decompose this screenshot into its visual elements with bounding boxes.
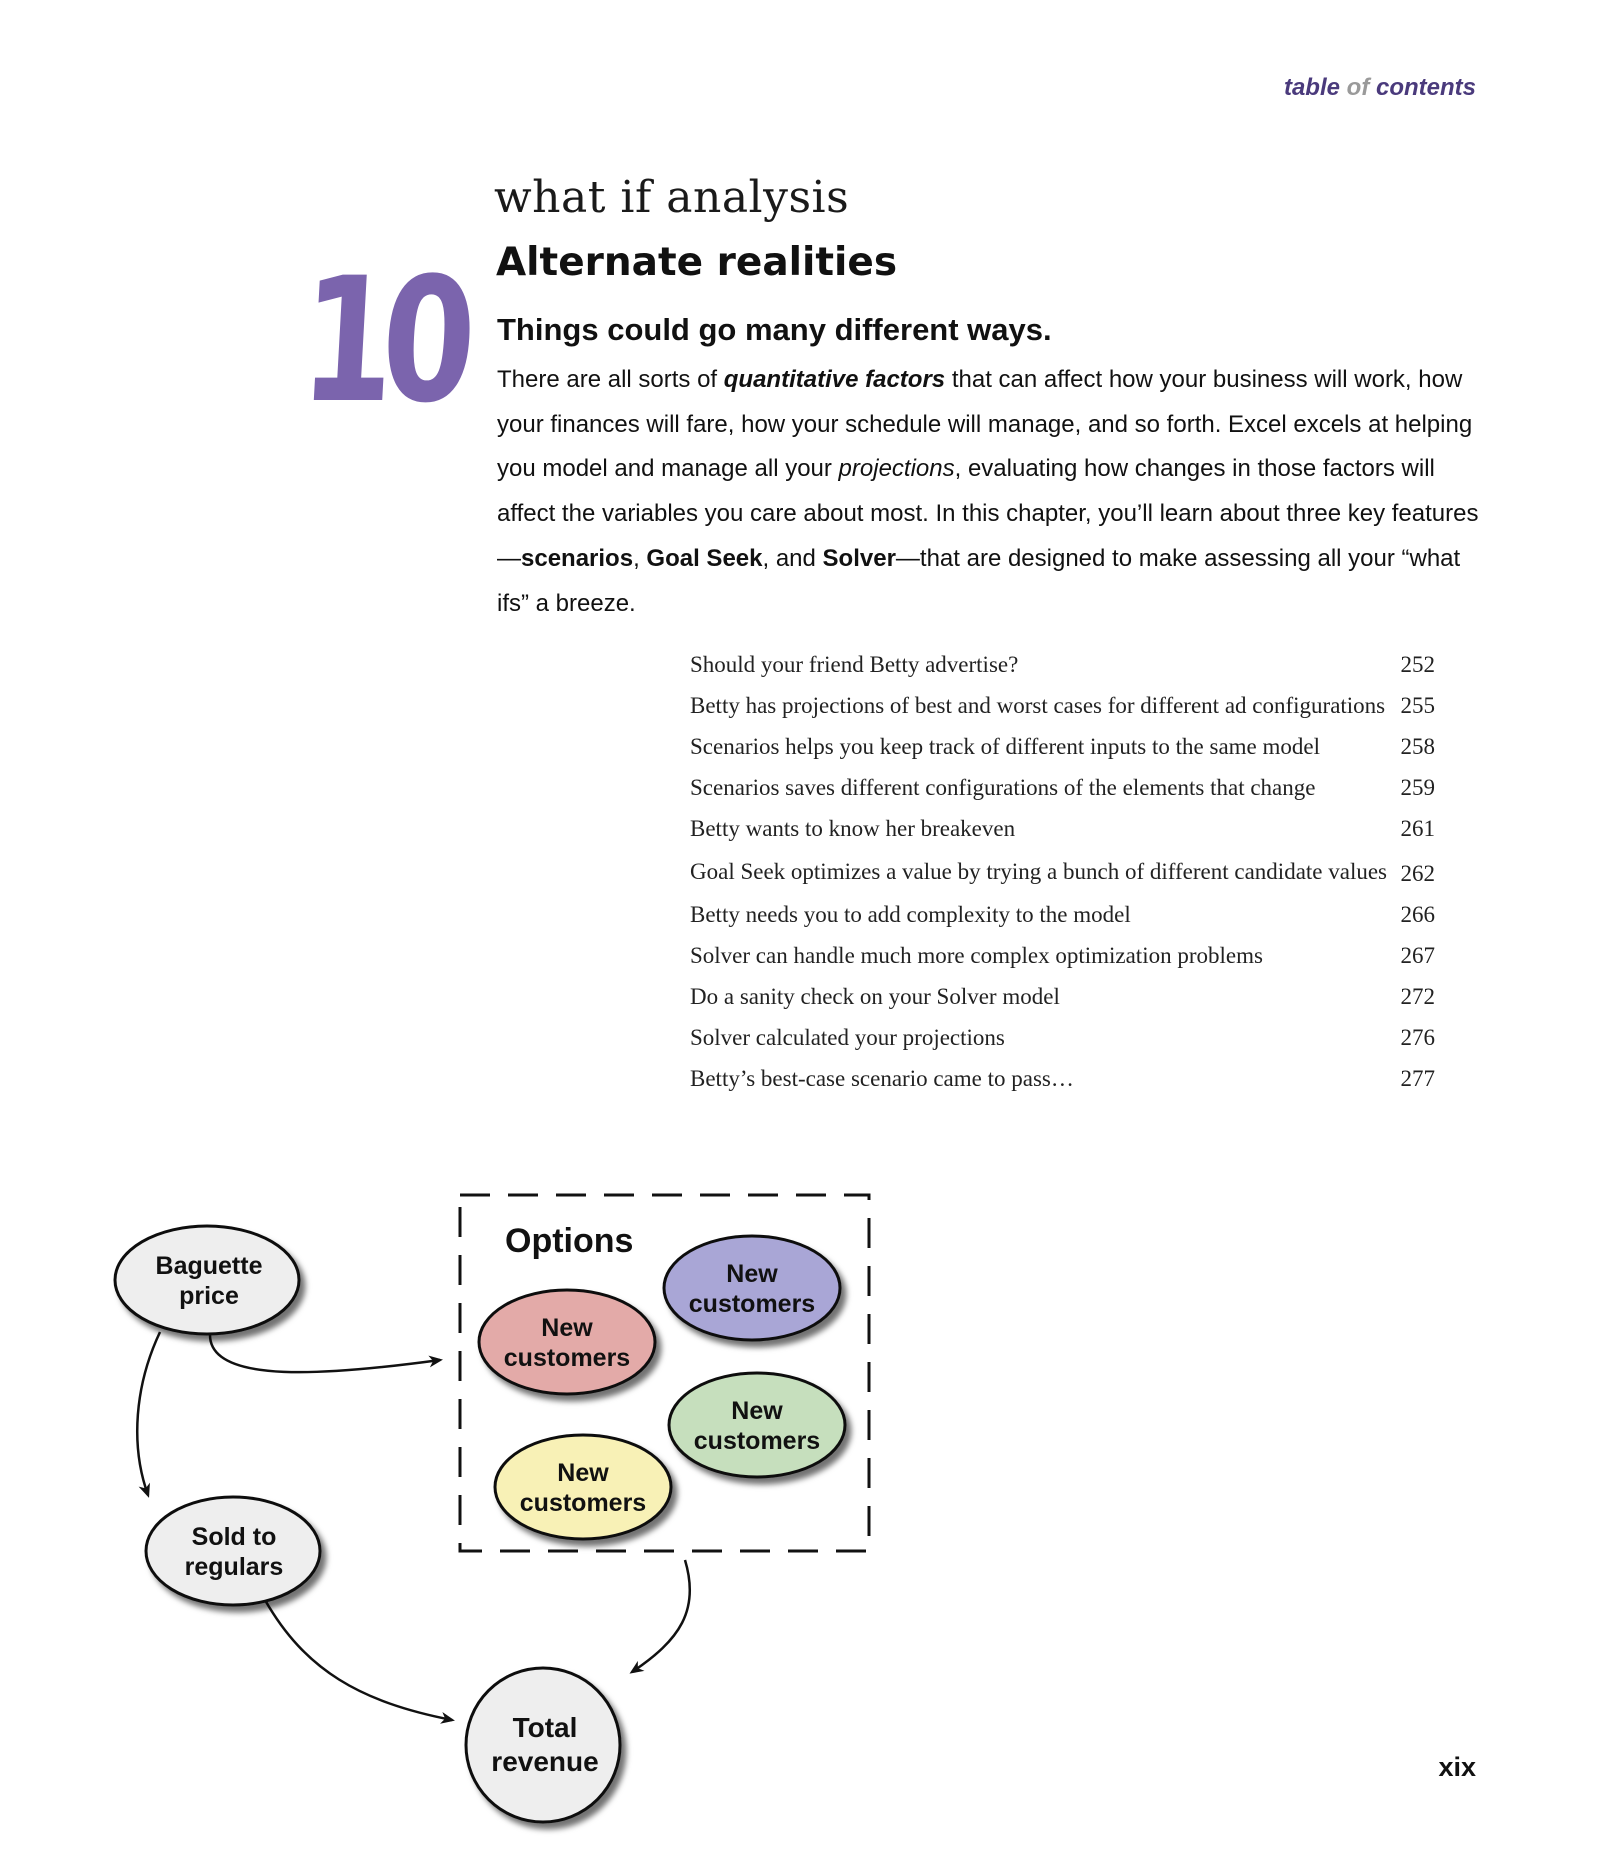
- toc-entry-title: Solver calculated your projections: [690, 1025, 1005, 1050]
- intro-text: , evaluating how changes in those factors will affect the variables you care about most. In this chapter, you’ll learn about three key features—: [497, 455, 1479, 572]
- toc-entry[interactable]: [690, 773, 1435, 803]
- toc-entry[interactable]: [690, 982, 1435, 1012]
- intro-emphasis: quantitative factors: [723, 366, 946, 393]
- toc-entry[interactable]: [690, 1064, 1435, 1094]
- toc-entry[interactable]: [690, 1023, 1435, 1053]
- toc-entry-title: Solver can handle much more complex optimization problems: [690, 943, 1263, 968]
- toc-entry-title: Betty’s best-case scenario came to pass…: [690, 1066, 1074, 1091]
- intro-bold: scenarios: [521, 544, 634, 572]
- toc-entry-page: 252: [1400, 652, 1435, 677]
- chapter-kicker: what if analysis: [494, 172, 850, 223]
- option-new-customers-purple: [664, 1236, 840, 1340]
- intro-bold: Solver: [822, 544, 896, 572]
- intro-text: There are all sorts of: [497, 366, 724, 393]
- intro-text: that can affect how your business will work, how your finances will fare, how your schedule will manage, and so forth. Excel excels at helping you model and manage all your: [497, 366, 1473, 483]
- toc-entry-title: Should your friend Betty advertise?: [690, 652, 1019, 677]
- intro-emphasis: projections: [838, 455, 955, 483]
- intro-bold: Goal Seek: [646, 544, 763, 572]
- toc-entry-page: 266: [1400, 902, 1435, 927]
- toc-entry-page: 261: [1400, 816, 1435, 841]
- toc-entry-title: Betty wants to know her breakeven: [690, 816, 1016, 841]
- toc-entry[interactable]: [690, 941, 1435, 971]
- option-new-customers-green: [669, 1373, 845, 1477]
- option-line2: customers: [503, 1344, 631, 1372]
- toc-entry-page: 262: [1400, 861, 1435, 886]
- option-new-customers-red: [479, 1290, 655, 1394]
- toc-entry-page: 259: [1400, 775, 1435, 800]
- toc-entry[interactable]: [690, 900, 1435, 930]
- option-new-customers-yellow: [495, 1435, 671, 1539]
- what-if-diagram: [0, 1180, 900, 1840]
- header-word-contents: contents: [1375, 74, 1476, 101]
- node-total-revenue: [466, 1668, 620, 1822]
- chapter-subtitle: Things could go many different ways.: [497, 312, 1052, 347]
- node-total-line1: Total: [512, 1712, 578, 1743]
- arrow-options-to-total: [632, 1560, 690, 1672]
- header-word-table: table: [1283, 74, 1340, 101]
- toc-entry-title: Betty needs you to add complexity to the model: [690, 902, 1131, 927]
- option-line2: customers: [519, 1489, 647, 1517]
- node-baguette-line2: price: [179, 1282, 239, 1310]
- option-line1: New: [731, 1397, 783, 1425]
- toc-entry-title: Goal Seek optimizes a value by trying a bunch of different candidate values: [690, 859, 1388, 884]
- node-sold-line2: regulars: [184, 1553, 284, 1581]
- option-line2: customers: [688, 1290, 816, 1318]
- arrow-baguette-to-options: [210, 1335, 440, 1372]
- option-line1: New: [557, 1459, 609, 1487]
- toc-entry-title: Scenarios helps you keep track of different inputs to the same model: [690, 734, 1320, 759]
- node-baguette-price: [115, 1226, 299, 1334]
- toc-entry-page: 258: [1400, 734, 1435, 759]
- toc-entry-page: 276: [1400, 1025, 1435, 1050]
- option-line2: customers: [693, 1427, 821, 1455]
- page-number: xix: [1438, 1752, 1476, 1782]
- running-header: [1284, 74, 1476, 102]
- option-line1: New: [541, 1314, 593, 1342]
- toc-entry-page: 272: [1400, 984, 1435, 1009]
- chapter-title: Alternate realities: [496, 240, 898, 285]
- toc-entry-title: Scenarios saves different configurations of the elements that change: [690, 775, 1316, 800]
- option-line1: New: [726, 1260, 778, 1288]
- node-sold-to-regulars: [146, 1497, 320, 1605]
- toc-entry-page: 255: [1400, 693, 1435, 718]
- chapter-intro: [497, 358, 1497, 626]
- arrow-sold-to-total: [265, 1600, 452, 1720]
- node-sold-line1: Sold to: [191, 1523, 277, 1551]
- options-label: Options: [505, 1222, 634, 1260]
- toc-entry[interactable]: [690, 732, 1435, 762]
- chapter-number: 10: [295, 240, 469, 441]
- toc-entry-title: Betty has projections of best and worst cases for different ad configurations: [690, 693, 1386, 718]
- intro-text: —that are designed to make assessing all your “what ifs” a breeze.: [497, 544, 1461, 617]
- arrow-baguette-to-sold: [137, 1332, 160, 1495]
- toc-entry[interactable]: [690, 814, 1435, 844]
- toc-entry-page: 277: [1400, 1066, 1435, 1091]
- toc-entry[interactable]: [690, 650, 1435, 680]
- toc-list: [690, 650, 1435, 1105]
- toc-entry[interactable]: [690, 691, 1435, 721]
- toc-entry-title: Do a sanity check on your Solver model: [690, 984, 1060, 1009]
- intro-text: ,: [633, 544, 647, 572]
- toc-entry-page: 267: [1400, 943, 1435, 968]
- node-baguette-line1: Baguette: [155, 1252, 263, 1280]
- toc-entry[interactable]: [690, 855, 1435, 889]
- header-word-of: of: [1346, 74, 1370, 101]
- intro-text: , and: [762, 544, 823, 572]
- node-total-line2: revenue: [491, 1746, 599, 1777]
